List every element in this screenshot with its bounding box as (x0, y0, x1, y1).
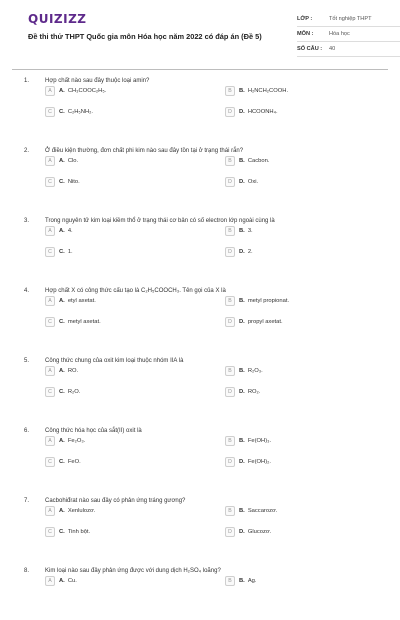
option-key-box[interactable]: B (225, 366, 235, 376)
option-label: B. (239, 578, 245, 584)
question-item (24, 78, 394, 130)
question-text: Trong nguyên tử kim loại kiềm thổ ở trạng thái cơ bản có số electron lớp ngoài cùng là (45, 218, 275, 224)
option-label: D. (239, 249, 245, 255)
meta-row-subject (297, 27, 400, 42)
option-key-box[interactable]: A (45, 296, 55, 306)
question-number: 1. (24, 78, 30, 84)
answer-option-a[interactable] (45, 86, 106, 96)
option-key-box[interactable]: A (45, 226, 55, 236)
question-number: 3. (24, 218, 30, 224)
options-grid (45, 224, 394, 270)
option-label: B. (239, 88, 245, 94)
option-key-box[interactable]: C (45, 317, 55, 327)
header (12, 0, 388, 70)
question-text: Ở điều kiện thường, đơn chất phi kim nào sau đây tồn tại ở trạng thái rắn? (45, 148, 244, 154)
option-text: FeO. (67, 459, 81, 465)
option-text: RO₂. (247, 389, 261, 395)
option-text: Fe₂O₃. (67, 438, 86, 444)
meta-value: 40 (329, 46, 336, 52)
option-label: D. (239, 529, 245, 535)
meta-label: MÔN : (297, 31, 314, 37)
option-label: C. (59, 249, 65, 255)
answer-option-c[interactable] (45, 527, 90, 537)
option-label: D. (239, 389, 245, 395)
answer-option-d[interactable] (225, 247, 253, 257)
quizizz-logo[interactable]: QUIZIZZ (28, 12, 87, 26)
options-grid (45, 84, 394, 130)
answer-option-b[interactable] (225, 576, 257, 586)
answer-option-b[interactable] (225, 296, 289, 306)
option-text: metyl axetat. (67, 319, 101, 325)
option-text: 3. (247, 228, 253, 234)
option-text: etyl axetat. (67, 298, 96, 304)
option-text: R₂O. (67, 389, 81, 395)
option-key-box[interactable]: B (225, 86, 235, 96)
option-key-box[interactable]: C (45, 457, 55, 467)
options-grid (45, 154, 394, 200)
option-text: Xenlulozơ. (67, 508, 96, 514)
options-grid (45, 364, 394, 410)
answer-option-b[interactable] (225, 366, 263, 376)
answer-option-a[interactable] (45, 506, 95, 516)
option-key-box[interactable]: D (225, 457, 235, 467)
answer-option-b[interactable] (225, 436, 271, 446)
option-text: 1. (67, 249, 73, 255)
option-key-box[interactable]: C (45, 527, 55, 537)
option-text: 4. (67, 228, 73, 234)
option-key-box[interactable]: B (225, 576, 235, 586)
answer-option-d[interactable] (225, 387, 260, 397)
option-text: Cu. (67, 578, 77, 584)
answer-option-b[interactable] (225, 86, 288, 96)
question-text: Kim loại nào sau đây phản ứng được với dung dịch H₂SO₄ loãng? (45, 568, 221, 574)
question-item (24, 218, 394, 270)
option-text: RO. (67, 368, 79, 374)
option-text: metyl propionat. (247, 298, 290, 304)
option-key-box[interactable]: C (45, 247, 55, 257)
option-key-box[interactable]: B (225, 156, 235, 166)
option-text: Oxi. (247, 179, 259, 185)
meta-row-count (297, 42, 400, 57)
question-item (24, 288, 394, 340)
answer-option-c[interactable] (45, 457, 81, 467)
option-text: Glucozơ. (247, 529, 272, 535)
option-label: A. (59, 298, 65, 304)
option-label: A. (59, 88, 65, 94)
option-label: A. (59, 228, 65, 234)
option-key-box[interactable]: B (225, 226, 235, 236)
option-key-box[interactable]: D (225, 247, 235, 257)
meta-value: Hóa học (329, 31, 350, 37)
option-text: Nito. (67, 179, 80, 185)
option-label: B. (239, 368, 245, 374)
option-key-box[interactable]: D (225, 317, 235, 327)
option-label: C. (59, 529, 65, 535)
option-label: A. (59, 368, 65, 374)
answer-option-d[interactable] (225, 107, 278, 117)
option-text: Saccarozơ. (247, 508, 278, 514)
option-key-box[interactable]: B (225, 296, 235, 306)
answer-option-b[interactable] (225, 226, 253, 236)
question-item (24, 358, 394, 410)
question-text: Hợp chất X có công thức cấu tạo là C₂H₅COOCH₃. Tên gọi của X là (45, 288, 226, 294)
option-label: C. (59, 389, 65, 395)
question-text: Công thức hóa học của sắt(II) oxit là (45, 428, 142, 434)
answer-option-a[interactable] (45, 366, 78, 376)
meta-label: SỐ CÂU : (297, 46, 323, 52)
option-key-box[interactable]: D (225, 107, 235, 117)
option-label: B. (239, 228, 245, 234)
option-key-box[interactable]: A (45, 436, 55, 446)
option-label: D. (239, 109, 245, 115)
answer-option-c[interactable] (45, 177, 80, 187)
document-title: Đề thi thử THPT Quốc gia môn Hóa học năm 2022 có đáp án (Đề 5) (28, 32, 262, 41)
question-text: Cacbohiđrat nào sau đây có phản ứng tráng gương? (45, 498, 186, 504)
option-label: B. (239, 438, 245, 444)
option-label: C. (59, 179, 65, 185)
question-number: 4. (24, 288, 30, 294)
answer-option-c[interactable] (45, 107, 93, 117)
options-grid (45, 574, 394, 620)
answer-option-b[interactable] (225, 156, 269, 166)
option-label: B. (239, 298, 245, 304)
question-item (24, 568, 394, 620)
option-label: C. (59, 319, 65, 325)
option-text: R₂O₃. (247, 368, 263, 374)
option-text: Ag. (247, 578, 257, 584)
option-text: Cacbon. (247, 158, 270, 164)
option-key-box[interactable]: C (45, 177, 55, 187)
options-grid (45, 294, 394, 340)
meta-row-class (297, 12, 400, 27)
option-label: B. (239, 158, 245, 164)
option-key-box[interactable]: A (45, 156, 55, 166)
answer-option-d[interactable] (225, 317, 283, 327)
answer-option-d[interactable] (225, 457, 271, 467)
meta-panel (297, 12, 400, 57)
option-key-box[interactable]: A (45, 506, 55, 516)
option-label: C. (59, 459, 65, 465)
option-label: A. (59, 508, 65, 514)
option-key-box[interactable]: A (45, 576, 55, 586)
answer-option-a[interactable] (45, 226, 73, 236)
option-text: propyl axetat. (247, 319, 283, 325)
option-label: A. (59, 578, 65, 584)
answer-option-c[interactable] (45, 247, 73, 257)
option-text: 2. (247, 249, 253, 255)
answer-option-d[interactable] (225, 177, 258, 187)
question-number: 7. (24, 498, 30, 504)
answer-option-c[interactable] (45, 317, 101, 327)
option-key-box[interactable]: B (225, 506, 235, 516)
option-text: Fe(OH)₂. (247, 459, 271, 465)
question-text: Hợp chất nào sau đây thuộc loại amin? (45, 78, 150, 84)
option-label: C. (59, 109, 65, 115)
meta-value: Tốt nghiệp THPT (329, 16, 372, 22)
question-number: 2. (24, 148, 30, 154)
question-number: 8. (24, 568, 30, 574)
option-key-box[interactable]: D (225, 177, 235, 187)
meta-label: LỚP : (297, 16, 313, 22)
option-key-box[interactable]: A (45, 86, 55, 96)
options-grid (45, 434, 394, 480)
option-label: D. (239, 319, 245, 325)
question-item (24, 148, 394, 200)
option-text: HCOONH₄. (247, 109, 278, 115)
option-label: D. (239, 459, 245, 465)
option-label: A. (59, 438, 65, 444)
option-key-box[interactable]: C (45, 107, 55, 117)
option-key-box[interactable]: C (45, 387, 55, 397)
question-number: 6. (24, 428, 30, 434)
option-key-box[interactable]: A (45, 366, 55, 376)
question-item (24, 428, 394, 480)
answer-option-a[interactable] (45, 156, 78, 166)
question-number: 5. (24, 358, 30, 364)
option-key-box[interactable]: D (225, 527, 235, 537)
answer-option-a[interactable] (45, 436, 85, 446)
answer-option-a[interactable] (45, 296, 96, 306)
option-text: H₂NCH₂COOH. (247, 88, 289, 94)
options-grid (45, 504, 394, 550)
option-key-box[interactable]: B (225, 436, 235, 446)
option-text: CH₃COOC₂H₅. (67, 88, 107, 94)
question-text: Công thức chung của oxit kim loại thuộc nhóm IIA là (45, 358, 184, 364)
option-text: Clo. (67, 158, 79, 164)
option-key-box[interactable]: D (225, 387, 235, 397)
option-label: B. (239, 508, 245, 514)
option-label: D. (239, 179, 245, 185)
option-text: Fe(OH)₃. (247, 438, 272, 444)
answer-option-d[interactable] (225, 527, 271, 537)
question-item (24, 498, 394, 550)
option-label: A. (59, 158, 65, 164)
answer-option-b[interactable] (225, 506, 277, 516)
answer-option-c[interactable] (45, 387, 80, 397)
option-text: Tinh bột. (67, 529, 91, 535)
option-text: C₂H₅NH₂. (67, 109, 94, 115)
answer-option-a[interactable] (45, 576, 77, 586)
